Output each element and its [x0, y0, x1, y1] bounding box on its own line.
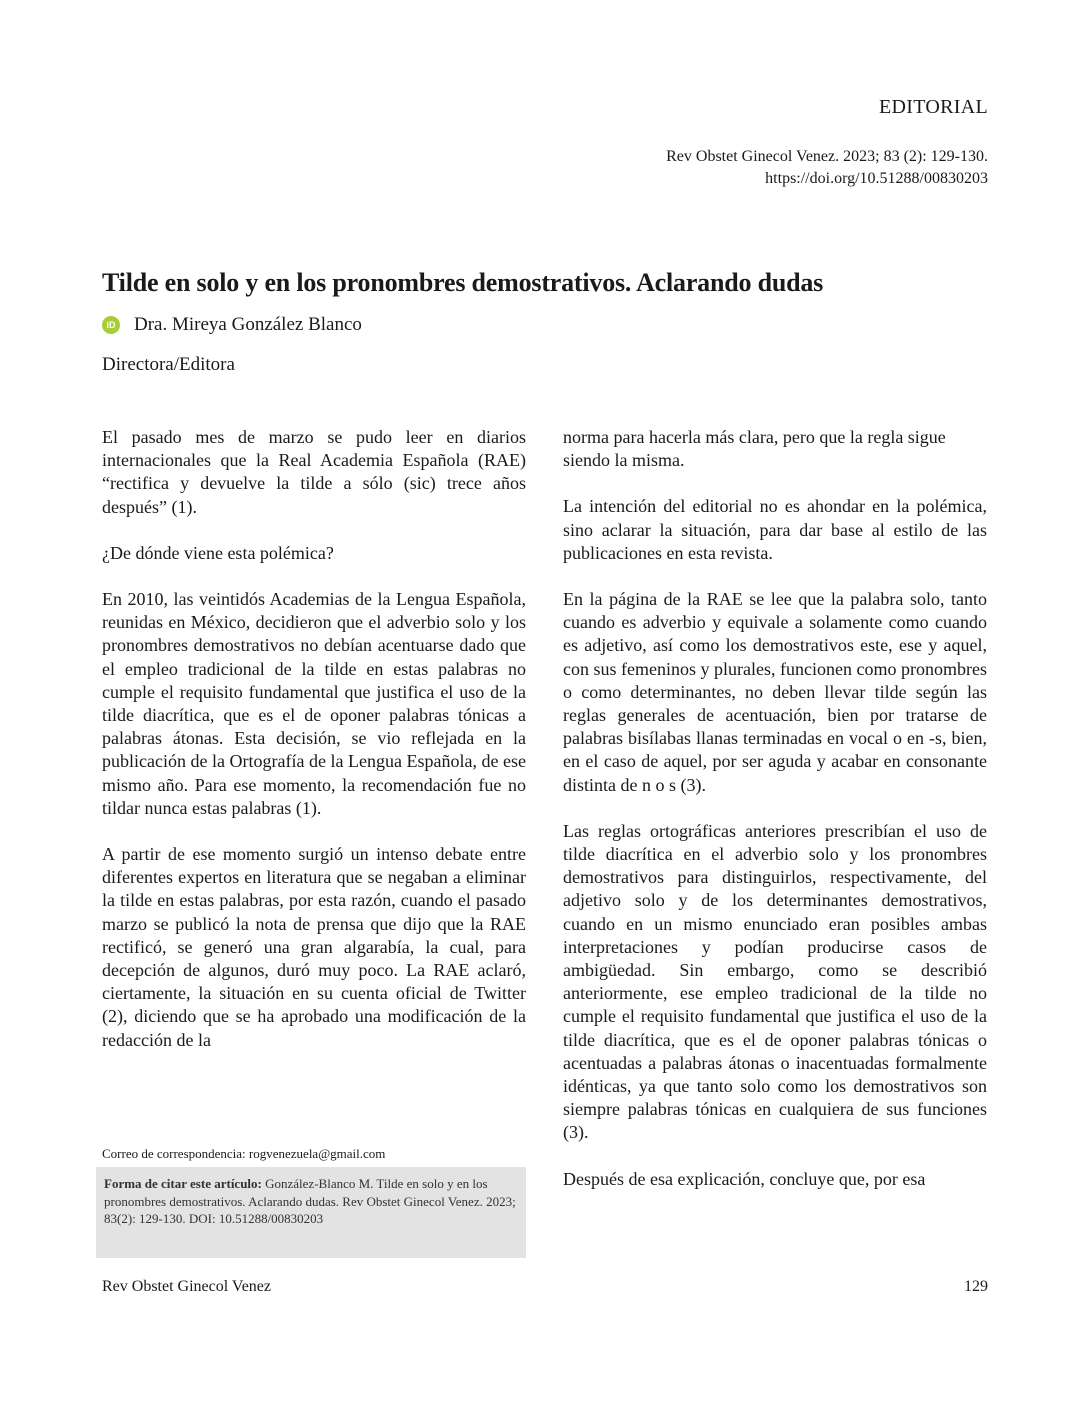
citation-line: Rev Obstet Ginecol Venez. 2023; 83 (2): 129-130.	[666, 148, 988, 165]
author-name: Dra. Mireya González Blanco	[134, 314, 362, 335]
correspondence-email: Correo de correspondencia: rogvenezuela@gmail.com	[102, 1146, 386, 1161]
article-title: Tilde en solo y en los pronombres demostrativos. Aclarando dudas	[102, 268, 824, 297]
citation-text: González-Blanco M. Tilde en solo y en los pronombres demostrativos. Aclarando dudas. Rev Obstet Ginecol Venez. 2023; 83(2): 129-130. DOI: 10.51288/00830203	[104, 1176, 516, 1226]
paragraph: En la página de la RAE se lee que la palabra solo, tanto cuando es adverbio y equivale a solamente como cuando es adjetivo, así como los demostrativos este, ese y aquel, con sus femeninos y plurales, funcionen como pronombres o como determinantes, no deben llevar tilde según las reglas generales de acentuación, bien por tratarse de palabras bisílabas llanas terminadas en vocal o en -s, bien, en el caso de aquel, por ser aguda y acabar en consonante distinta de n o s (3).	[563, 589, 987, 795]
citation-box	[96, 1167, 526, 1258]
doi-link[interactable]: https://doi.org/10.51288/00830203	[765, 170, 988, 187]
paragraph: A partir de ese momento surgió un intenso debate entre diferentes expertos en literatura que se negaban a eliminar la tilde en estas palabras, por esta razón, cuando el pasado marzo se publicó la nota de prensa que dijo que la RAE rectificó, se generó una gran algarabía, la cual, para decepción de algunos, duró muy poco. La RAE aclaró, ciertamente, la situación en su cuenta oficial de Twitter (2), diciendo que se ha aprobado una modificación de la redacción de la	[102, 844, 526, 1050]
left-column	[102, 426, 526, 1052]
paragraph: En 2010, las veintidós Academias de la Lengua Española, reunidas en México, decidieron que el adverbio solo y los pronombres demostrativos no debían acentuarse dado que el empleo tradicional de la tilde en estas palabras no cumple el requisito fundamental que justifica el uso de la tilde diacrítica, que es el de oponer palabras tónicas a palabras átonas. Esta decisión, se vio reflejada en la publicación de la Ortografía de la Lengua Española, de ese mismo año. Para ese momento, la recomendación fue no tildar nunca estas palabras (1).	[102, 589, 526, 818]
journal-citation	[388, 146, 988, 190]
citation-label: Forma de citar este artículo:	[104, 1176, 262, 1191]
paragraph: La intención del editorial no es ahondar en la polémica, sino aclarar la situación, para dar base al estilo de las publicaciones en esta revista.	[563, 496, 987, 563]
orcid-icon[interactable]: iD	[102, 316, 120, 334]
paragraph: norma para hacerla más clara, pero que la regla sigue siendo la misma.	[563, 427, 946, 471]
footer-journal: Rev Obstet Ginecol Venez	[102, 1278, 271, 1295]
paragraph: Las reglas ortográficas anteriores prescribían el uso de tilde diacrítica en el adverbio solo y los pronombres demostrativos para distinguirlos, respectivamente, del adjetivo solo y de los determinantes demostrativos, cuando en un mismo enunciado eran posibles ambas interpretaciones y podían producirse casos de ambigüedad. Sin embargo, como se describió anteriormente, ese empleo tradicional de la tilde no cumple el requisito fundamental que justifica el uso de la tilde diacrítica, que es el de oponer palabras tónicas o acentuadas a palabras átonas o inacentuadas formalmente idénticas, ya que tanto solo como los demostrativos son siempre palabras tónicas en cualquiera de sus funciones (3).	[563, 820, 987, 1143]
paragraph: Después de esa explicación, concluye que, por esa	[563, 1168, 926, 1189]
section-label: EDITORIAL	[879, 96, 988, 118]
author-role: Directora/Editora	[102, 354, 235, 375]
paragraph: El pasado mes de marzo se pudo leer en diarios internacionales que la Real Academia Española (RAE) “rectifica y devuelve la tilde a sólo (sic) trece años después” (1).	[102, 427, 526, 517]
author-row	[102, 314, 362, 336]
page-number: 129	[964, 1278, 988, 1295]
right-column	[563, 426, 987, 1191]
paragraph: ¿De dónde viene esta polémica?	[102, 542, 334, 563]
